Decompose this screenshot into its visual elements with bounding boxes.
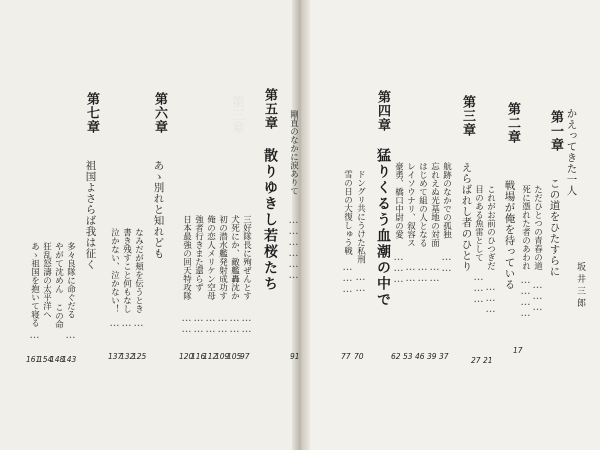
chapter-5-leader-2: …… [229, 313, 240, 335]
chapter-6-entry-3: 泣かない、泣かない！ [109, 228, 120, 313]
chapter-5-leader-6: …… [181, 313, 192, 335]
chapter-5-entry-6: 日本最強の回天特攻隊 [181, 215, 192, 300]
chapter-5-leader-4: …… [205, 313, 216, 335]
chapter-1-label: 第一章 [548, 110, 563, 152]
chapter-4-leader-1: …… [355, 272, 366, 294]
chapter-3-leader-1: …… [441, 252, 452, 274]
chapter-2-label: 第二章 [505, 102, 520, 144]
chapter-3-page-5: 62 [391, 352, 401, 361]
chapter-6-leader-2: … [121, 318, 132, 329]
chapter-1-leader-2: ………… [520, 275, 531, 319]
chapter-7-page-1: 143 [62, 355, 77, 364]
chapter-3-page-4: 53 [403, 352, 413, 361]
chapter-7-entry-1: 多々良隊に命ぐだる [65, 242, 76, 319]
chapter-1-entry-2: 死に憑れた者のあわれ [520, 185, 531, 270]
chapter-3-leader-2: …… [429, 262, 440, 284]
chapter-5-page-4: 112 [203, 352, 218, 361]
chapter-5-entry-2: 犬死にか、敵艦轟沈か [229, 215, 240, 300]
chapter-6-leader-3: … [109, 318, 120, 329]
chapter-1-page-1: 17 [513, 346, 523, 355]
chapter-5-title: 散りゆきし若桜たち [262, 148, 278, 292]
chapter-7-leader-1: … [65, 330, 76, 341]
chapter-7-leader-4: … [29, 330, 40, 341]
chapter-2-page-2: 27 [471, 356, 481, 365]
chapter-5-page-6: 120 [179, 352, 194, 361]
chapter-6-page-1: 125 [132, 352, 147, 361]
chapter-4b-page: 91 [290, 352, 300, 361]
author-name: 坂井三郎 [575, 262, 585, 310]
chapter-1-title: この道をひたすらに [548, 178, 561, 277]
chapter-1-entry-1: ただひとつの青春の道 [532, 185, 543, 270]
chapter-3-page-2: 39 [427, 352, 437, 361]
chapter-6-leader-1: … [133, 318, 144, 329]
chapter-2-entry-2: 目のある魚雷として [473, 185, 484, 262]
chapter-7-label: 第七章 [84, 92, 99, 134]
chapter-5-page-3: 109 [215, 352, 230, 361]
chapter-6-page-3: 137 [108, 352, 123, 361]
chapter-6-title: あゝ別れと知れども [152, 160, 165, 259]
bleed-through-text: 第三章 [229, 95, 244, 134]
chapter-3-leader-4: …… [405, 262, 416, 284]
chapter-5-page-5: 116 [191, 352, 206, 361]
chapter-4b-title: 剛直のなかに涙ありて [288, 110, 299, 195]
chapter-7-entry-4: あゝ祖国を抱いて寝る [29, 242, 40, 327]
chapter-4-page-1: 70 [354, 352, 364, 361]
chapter-3-leader-3: …… [417, 262, 428, 284]
chapter-7-entry-2: やがて沈めん この命 [53, 242, 64, 329]
chapter-6-label: 第六章 [152, 92, 167, 134]
chapter-3-entry-3: はじめて組の人となる [417, 162, 428, 247]
chapter-5-entry-3: 初の潜水艦発射成功す [217, 215, 228, 300]
chapter-2-page-1: 21 [483, 356, 493, 365]
chapter-3-title: えらばれし者のひとり [460, 162, 473, 272]
chapter-3-entry-1: 航跡のなかでの孤独 [441, 162, 452, 239]
chapter-2-entry-1: これがお前のひつぎだ [485, 185, 496, 270]
chapter-6-entry-2: 書き残すこと何もなし [121, 228, 132, 313]
chapter-3-page-3: 46 [415, 352, 425, 361]
chapter-7-page-3: 154 [38, 355, 53, 364]
chapter-5-entry-1: 三好隊長に殉ぜんとす [241, 215, 252, 300]
left-page [0, 0, 298, 450]
chapter-7-page-4: 161 [26, 355, 41, 364]
chapter-7-entry-3: 狂乱怒濤の太平洋へ [41, 242, 52, 319]
chapter-6-page-2: 132 [120, 352, 135, 361]
chapter-7-title: 祖国よさらば我は征く [84, 160, 97, 270]
chapter-4b-leader: ……………… [288, 215, 299, 281]
chapter-3-label: 第三章 [460, 95, 475, 137]
chapter-4-leader-2: ……… [342, 262, 353, 295]
chapter-2-leader-1: ……… [485, 282, 496, 315]
chapter-7-page-2: 148 [50, 355, 65, 364]
chapter-3-entry-5: 豪勇、橋口中尉の愛 [393, 162, 404, 239]
chapter-2-title: 戦場が俺を待っている [503, 180, 516, 290]
chapter-5-page-2: 105 [227, 352, 242, 361]
chapter-3-entry-4: レイソウナリ、叙容ス [405, 162, 416, 247]
chapter-5-leader-5: …… [193, 313, 204, 335]
chapter-5-entry-4: 俺の恋人メリケン空母 [205, 215, 216, 300]
chapter-5-entry-5: 強者行きまた還らず [193, 215, 204, 292]
chapter-3-page-1: 37 [439, 352, 449, 361]
chapter-2-leader-2: ……… [473, 272, 484, 305]
chapter-4-entry-2: 雪の日の大復しゅう戦 [342, 170, 353, 255]
chapter-3-entry-2: 忘れえぬ光基地の対面 [429, 162, 440, 247]
chapter-0-title: かえってきた一人 [565, 108, 578, 196]
chapter-4-page-2: 77 [341, 352, 351, 361]
chapter-5-leader-1: …… [241, 313, 252, 335]
chapter-5-leader-3: …… [217, 313, 228, 335]
chapter-4-label: 第四章 [375, 90, 390, 132]
chapter-4-entry-1: ドングリ共にうけた私刑 [355, 170, 366, 264]
chapter-5-page-1: 97 [240, 352, 250, 361]
chapter-5-label: 第五章 [262, 88, 277, 130]
chapter-1-leader-1: ……… [532, 280, 543, 313]
chapter-4-title: 猛りくるう血潮の中で [375, 148, 391, 308]
chapter-3-leader-5: ……… [393, 252, 404, 285]
chapter-6-entry-1: なみだが頬を伝うとき [133, 228, 144, 313]
